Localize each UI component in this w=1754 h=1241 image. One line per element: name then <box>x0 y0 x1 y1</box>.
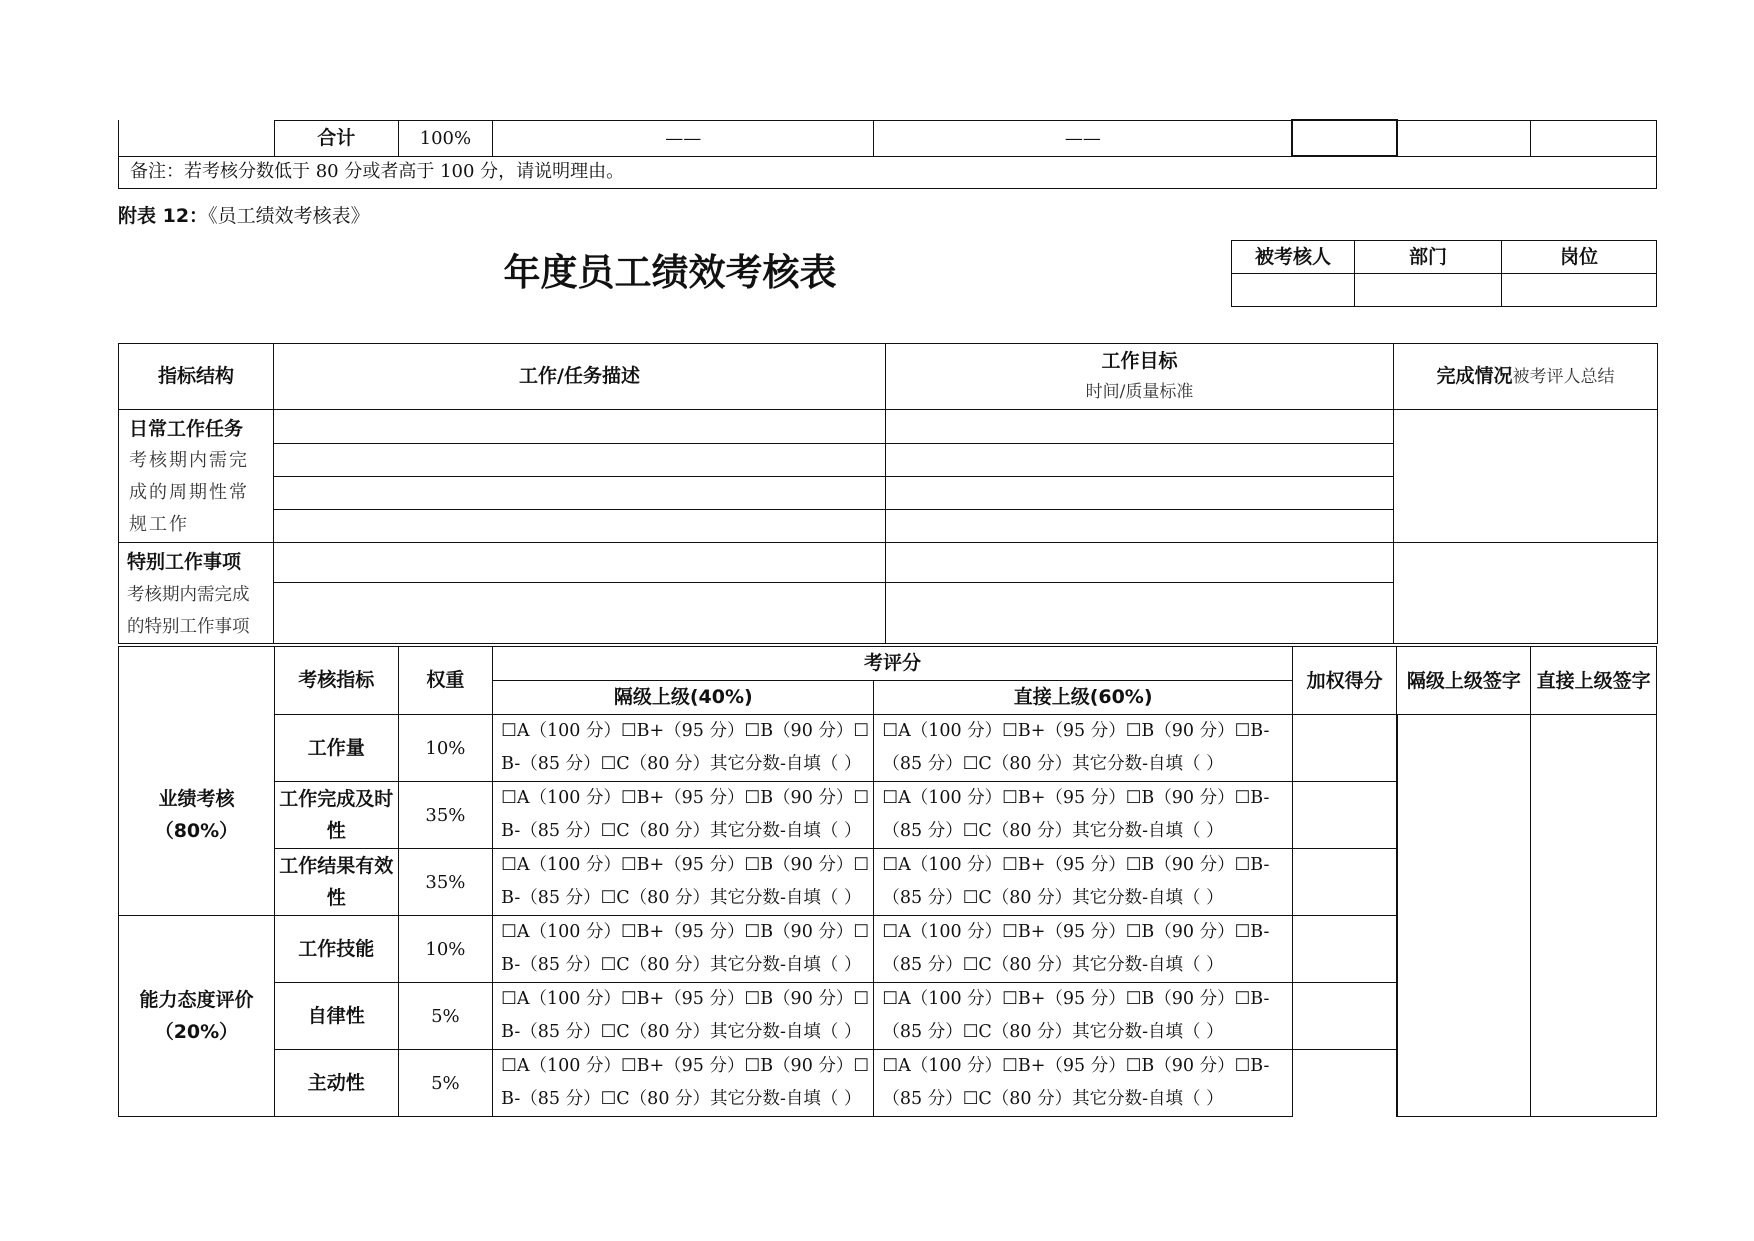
header-position: 岗位 <box>1502 241 1657 274</box>
option-line[interactable]: B-（85 分）☐C（80 分）其它分数-自填（ ） <box>501 1022 862 1042</box>
perf-group-pct: （80%） <box>154 819 239 842</box>
direct-sign-input[interactable] <box>1531 715 1657 1117</box>
header-goal-title: 工作目标 <box>1101 349 1178 372</box>
appendix-prefix: 附表 12： <box>118 205 209 227</box>
position-field[interactable] <box>1502 274 1657 307</box>
skip-level-options[interactable] <box>493 1050 874 1117</box>
option-line[interactable]: ☐A（100 分）☐B+（95 分）☐B（90 分）☐B- <box>882 721 1270 741</box>
weighted-score-input[interactable] <box>1292 1050 1397 1117</box>
header-assessee: 被考核人 <box>1232 241 1355 274</box>
blank-cell[interactable] <box>1531 120 1657 156</box>
header-goal <box>886 344 1394 410</box>
option-line[interactable]: （85 分）☐C（80 分）其它分数-自填（ ） <box>882 1089 1224 1109</box>
department-field[interactable] <box>1355 274 1502 307</box>
weighted-score-input[interactable] <box>1292 849 1397 916</box>
evaluation-table <box>118 646 1657 1117</box>
special-goal-input[interactable] <box>886 583 1394 644</box>
option-line[interactable]: （85 分）☐C（80 分）其它分数-自填（ ） <box>882 955 1224 975</box>
previous-table-total <box>118 119 1657 157</box>
ability-group-title: 能力态度评价 <box>139 989 254 1011</box>
special-cell <box>119 543 274 644</box>
option-line[interactable]: B-（85 分）☐C（80 分）其它分数-自填（ ） <box>501 821 862 841</box>
header-score: 考评分 <box>493 647 1293 681</box>
routine-goal-input[interactable] <box>886 410 1394 444</box>
routine-task-input[interactable] <box>274 410 886 444</box>
option-line[interactable]: ☐A（100 分）☐B+（95 分）☐B（90 分）☐ <box>501 855 870 875</box>
option-line[interactable]: ☐A（100 分）☐B+（95 分）☐B（90 分）☐ <box>501 788 870 808</box>
option-line[interactable]: （85 分）☐C（80 分）其它分数-自填（ ） <box>882 821 1224 841</box>
total-label: 合计 <box>274 120 398 156</box>
routine-goal-input[interactable] <box>886 510 1394 543</box>
blank-cell <box>119 120 275 156</box>
header-direct-sign: 直接上级签字 <box>1531 647 1657 715</box>
page-title: 年度员工绩效考核表 <box>503 251 837 294</box>
indicator-name: 主动性 <box>274 1050 398 1117</box>
direct-level-options[interactable] <box>874 849 1292 916</box>
routine-done-input[interactable] <box>1394 410 1658 543</box>
ability-group-cell <box>119 916 275 1117</box>
header-indicator: 考核指标 <box>274 647 398 715</box>
routine-goal-input[interactable] <box>886 444 1394 477</box>
routine-title: 日常工作任务 <box>129 418 244 440</box>
blank-corner <box>119 647 275 715</box>
header-done-sub: 被考评人总结 <box>1512 366 1615 387</box>
weighted-score-input[interactable] <box>1292 782 1397 849</box>
header-goal-sub: 时间/质量标准 <box>1085 381 1194 402</box>
dash-cell: —— <box>493 120 874 156</box>
perf-group-title: 业绩考核 <box>158 787 235 810</box>
assessee-field[interactable] <box>1232 274 1355 307</box>
special-done-input[interactable] <box>1394 543 1658 644</box>
direct-level-options[interactable] <box>874 782 1292 849</box>
indicator-weight: 35% <box>398 849 493 916</box>
option-line[interactable]: （85 分）☐C（80 分）其它分数-自填（ ） <box>882 888 1224 908</box>
option-line[interactable]: B-（85 分）☐C（80 分）其它分数-自填（ ） <box>501 888 862 908</box>
indicator-name: 工作技能 <box>274 916 398 983</box>
indicator-weight: 5% <box>398 1050 493 1117</box>
direct-level-options[interactable] <box>874 1050 1292 1117</box>
option-line[interactable]: ☐A（100 分）☐B+（95 分）☐B（90 分）☐B- <box>882 855 1270 875</box>
weighted-score-input[interactable] <box>1292 983 1397 1050</box>
indicator-weight: 35% <box>398 782 493 849</box>
routine-task-input[interactable] <box>274 477 886 510</box>
skip-sign-input[interactable] <box>1397 715 1531 1117</box>
special-task-input[interactable] <box>274 543 886 583</box>
skip-level-options[interactable] <box>493 715 874 782</box>
header-task: 工作/任务描述 <box>274 344 886 410</box>
indicator-name: 工作结果有效性 <box>274 849 398 916</box>
dash-cell: —— <box>874 120 1292 156</box>
header-weight: 权重 <box>398 647 493 715</box>
perf-group-cell <box>119 715 275 916</box>
blank-cell[interactable] <box>1397 120 1531 156</box>
skip-level-options[interactable] <box>493 916 874 983</box>
employee-info-table <box>1231 240 1657 307</box>
option-line[interactable]: （85 分）☐C（80 分）其它分数-自填（ ） <box>882 754 1224 774</box>
option-line[interactable]: ☐A（100 分）☐B+（95 分）☐B（90 分）☐B- <box>882 788 1270 808</box>
option-line[interactable]: ☐A（100 分）☐B+（95 分）☐B（90 分）☐ <box>501 721 870 741</box>
task-table <box>118 343 1658 644</box>
indicator-weight: 5% <box>398 983 493 1050</box>
skip-level-options[interactable] <box>493 983 874 1050</box>
indicator-name: 工作完成及时性 <box>274 782 398 849</box>
routine-goal-input[interactable] <box>886 477 1394 510</box>
header-weighted: 加权得分 <box>1292 647 1397 715</box>
option-line[interactable]: ☐A（100 分）☐B+（95 分）☐B（90 分）☐ <box>501 1056 870 1076</box>
total-score-cell[interactable] <box>1292 120 1397 156</box>
header-done-title: 完成情况 <box>1436 364 1513 387</box>
header-done <box>1394 344 1658 410</box>
skip-level-options[interactable] <box>493 782 874 849</box>
routine-task-input[interactable] <box>274 444 886 477</box>
routine-task-input[interactable] <box>274 510 886 543</box>
appendix-label <box>118 203 370 229</box>
indicator-weight: 10% <box>398 715 493 782</box>
weighted-score-input[interactable] <box>1292 715 1397 782</box>
indicator-name: 工作量 <box>274 715 398 782</box>
direct-level-options[interactable] <box>874 983 1292 1050</box>
remark-note: 备注：若考核分数低于 80 分或者高于 100 分，请说明理由。 <box>118 155 1657 189</box>
direct-level-options[interactable] <box>874 715 1292 782</box>
option-line[interactable]: ☐A（100 分）☐B+（95 分）☐B（90 分）☐B- <box>882 989 1270 1009</box>
weighted-score-input[interactable] <box>1292 916 1397 983</box>
option-line[interactable]: ☐A（100 分）☐B+（95 分）☐B（90 分）☐B- <box>882 922 1270 942</box>
special-desc: 考核期内需完成的特别工作事项 <box>127 585 250 637</box>
option-line[interactable]: B-（85 分）☐C（80 分）其它分数-自填（ ） <box>501 1089 862 1109</box>
appendix-name: 《员工绩效考核表》 <box>208 205 370 227</box>
skip-level-options[interactable] <box>493 849 874 916</box>
special-title: 特别工作事项 <box>127 551 242 573</box>
option-line[interactable]: B-（85 分）☐C（80 分）其它分数-自填（ ） <box>501 754 862 774</box>
special-goal-input[interactable] <box>886 543 1394 583</box>
routine-cell <box>119 410 274 543</box>
option-line[interactable]: ☐A（100 分）☐B+（95 分）☐B（90 分）☐B- <box>882 1056 1270 1076</box>
option-line[interactable]: （85 分）☐C（80 分）其它分数-自填（ ） <box>882 1022 1224 1042</box>
header-skip-sign: 隔级上级签字 <box>1397 647 1531 715</box>
indicator-name: 自律性 <box>274 983 398 1050</box>
option-line[interactable]: B-（85 分）☐C（80 分）其它分数-自填（ ） <box>501 955 862 975</box>
header-skip-level: 隔级上级(40%) <box>493 681 874 715</box>
header-department: 部门 <box>1355 241 1502 274</box>
ability-group-pct: （20%） <box>154 1021 239 1043</box>
header-structure: 指标结构 <box>119 344 274 410</box>
direct-level-options[interactable] <box>874 916 1292 983</box>
option-line[interactable]: ☐A（100 分）☐B+（95 分）☐B（90 分）☐ <box>501 922 870 942</box>
option-line[interactable]: ☐A（100 分）☐B+（95 分）☐B（90 分）☐ <box>501 989 870 1009</box>
total-weight: 100% <box>398 120 493 156</box>
routine-desc: 考核期内需完成的周期性常规工作 <box>129 450 249 535</box>
special-task-input[interactable] <box>274 583 886 644</box>
indicator-weight: 10% <box>398 916 493 983</box>
header-direct-level: 直接上级(60%) <box>874 681 1292 715</box>
